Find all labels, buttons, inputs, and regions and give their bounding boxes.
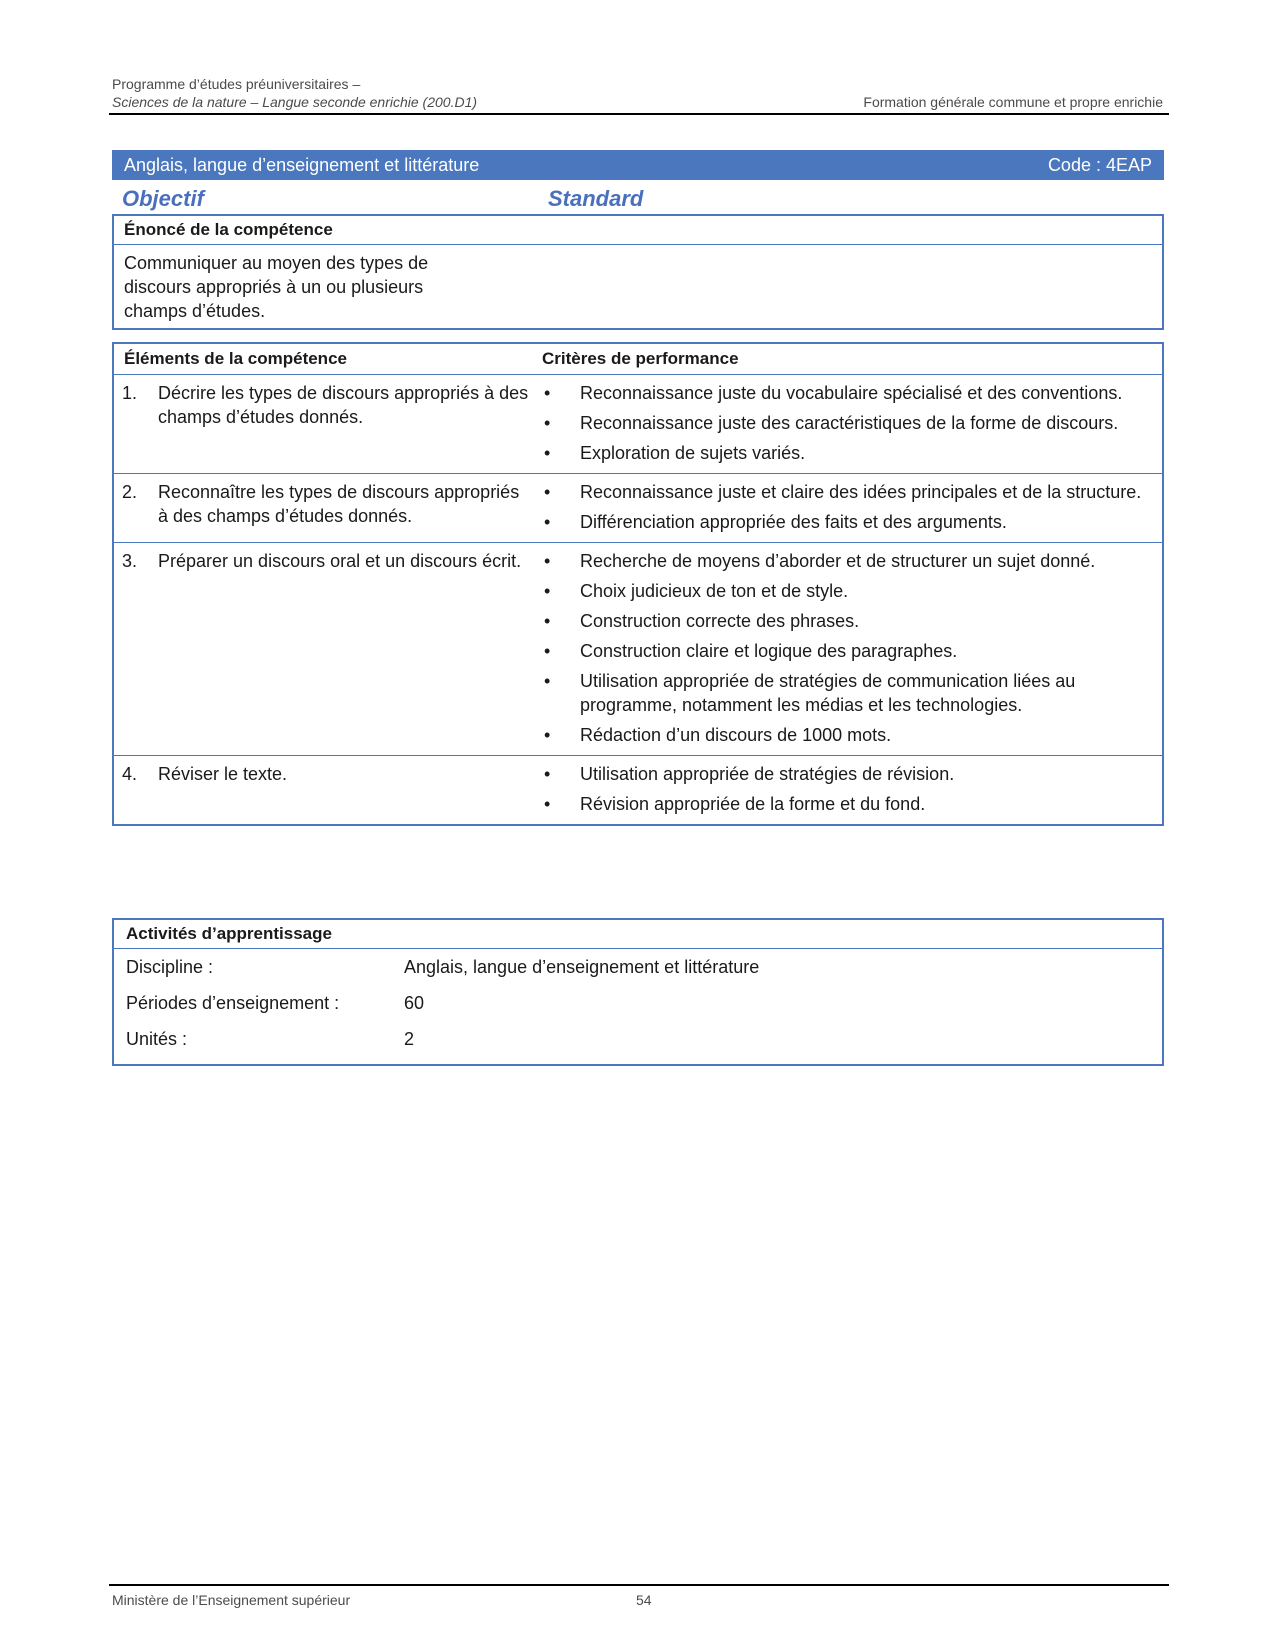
criterion: Révision appropriée de la forme et du fond. [580,794,926,814]
elements-heading: Éléments de la compétence [124,349,347,368]
course-code: Code : 4EAP [1047,154,1152,175]
element-number: 2. [122,482,138,502]
activites-box [112,918,1164,1066]
header-rule [109,113,1169,115]
unites-label: Unités : [126,1028,188,1049]
bullet-icon: • [544,725,551,745]
element-number: 3. [122,551,138,571]
table-row [114,474,1162,543]
criterion: Utilisation appropriée de stratégies de communication liées au programme, notamment les médias et les technologies. [580,671,1076,715]
bullet-icon: • [544,512,551,532]
footer-ministry: Ministère de l’Enseignement supérieur [112,1592,351,1608]
table-row [114,375,1162,474]
header-program-name: Sciences de la nature – Langue seconde enrichie (200.D1) [112,94,478,110]
element-text: Préparer un discours oral et un discours écrit. [158,551,522,571]
header-formation: Formation générale commune et propre enrichie [863,94,1163,110]
course-title: Anglais, langue d’enseignement et littérature [124,154,480,175]
bullet-icon: • [544,794,551,814]
bullet-icon: • [544,413,551,433]
enonce-heading: Énoncé de la compétence [114,216,1162,245]
bullet-icon: • [544,671,551,691]
criterion: Reconnaissance juste du vocabulaire spécialisé et des conventions. [580,383,1123,403]
criterion: Choix judicieux de ton et de style. [580,581,849,601]
discipline-label: Discipline : [126,956,214,977]
element-number: 4. [122,764,138,784]
bullet-icon: • [544,443,551,463]
competence-header-row [114,344,1162,375]
page-number: 54 [636,1592,652,1608]
bullet-icon: • [544,611,551,631]
bullet-icon: • [544,764,551,784]
enonce-box [112,214,1164,330]
periodes-row [114,985,1162,1021]
periodes-label: Périodes d’enseignement : [126,992,340,1013]
bullet-icon: • [544,383,551,403]
bullet-icon: • [544,551,551,571]
competence-table [112,342,1164,826]
criteres-heading: Critères de performance [542,349,739,368]
bullet-icon: • [544,641,551,661]
element-text: Réviser le texte. [158,764,288,784]
header-program-line: Programme d’études préuniversitaires – [112,76,361,92]
criterion: Utilisation appropriée de stratégies de révision. [580,764,955,784]
objectif-label: Objectif [122,186,204,211]
bullet-icon: • [544,581,551,601]
course-title-bar [112,150,1164,180]
element-text: Reconnaître les types de discours appropriés à des champs d’études donnés. [158,482,520,526]
discipline-value: Anglais, langue d’enseignement et littérature [404,956,760,977]
periodes-value: 60 [404,992,425,1013]
criterion: Rédaction d’un discours de 1000 mots. [580,725,892,745]
unites-row [114,1021,1162,1057]
criterion: Construction claire et logique des paragraphes. [580,641,958,661]
element-number: 1. [122,383,138,403]
criterion: Reconnaissance juste des caractéristiques de la forme de discours. [580,413,1119,433]
standard-label: Standard [548,186,644,211]
element-text: Décrire les types de discours appropriés à des champs d’études donnés. [158,383,529,427]
discipline-row [114,949,1162,985]
table-row [114,543,1162,756]
unites-value: 2 [404,1028,415,1049]
criterion: Différenciation appropriée des faits et des arguments. [580,512,1007,532]
criterion: Exploration de sujets variés. [580,443,806,463]
activites-heading: Activités d’apprentissage [114,920,1162,949]
footer-rule [109,1584,1169,1586]
criterion: Recherche de moyens d’aborder et de structurer un sujet donné. [580,551,1096,571]
enonce-text: Communiquer au moyen des types de discours appropriés à un ou plusieurs champs d’études. [124,253,429,321]
bullet-icon: • [544,482,551,502]
criterion: Reconnaissance juste et claire des idées principales et de la structure. [580,482,1142,502]
criterion: Construction correcte des phrases. [580,611,860,631]
table-row [114,756,1162,824]
